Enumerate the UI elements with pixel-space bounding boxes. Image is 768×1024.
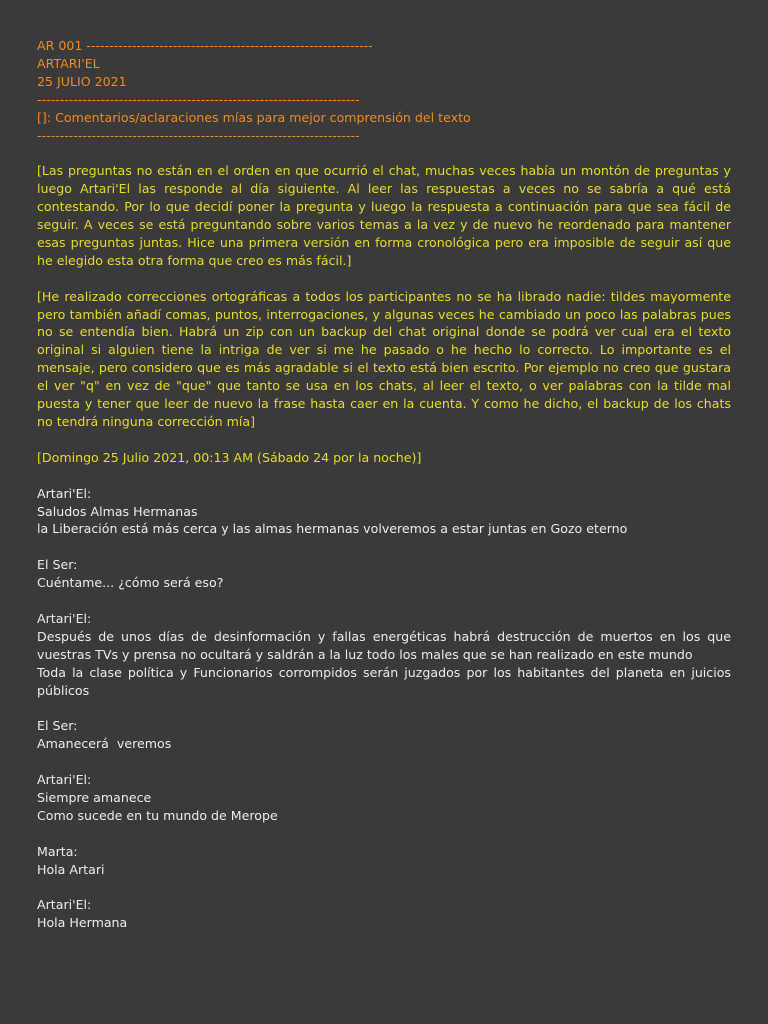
- chat-message: [37, 843, 731, 879]
- header-divider: -----------------------------------------------------------------------: [37, 91, 360, 107]
- header-legend: []: Comentarios/aclaraciones mías para mejor comprensión del texto: [37, 109, 471, 125]
- message-speaker: El Ser:: [37, 718, 78, 734]
- message-line: Saludos Almas Hermanas: [37, 503, 198, 519]
- chat-message: [37, 556, 731, 592]
- chat-message: [37, 485, 731, 539]
- spacer: [37, 144, 731, 162]
- message-speaker: Artari'El:: [37, 610, 92, 626]
- spacer: [37, 878, 731, 896]
- header-date: 25 JULIO 2021: [37, 73, 127, 89]
- session-date: [Domingo 25 Julio 2021, 00:13 AM (Sábado 24 por la noche)]: [37, 449, 422, 465]
- message-line: Cuéntame... ¿cómo será eso?: [37, 575, 224, 591]
- chat-message: [37, 610, 731, 700]
- header-code-line: AR 001 ---------------------------------------------------------------: [37, 38, 373, 53]
- chat-message: [37, 896, 731, 932]
- message-line: Hola Hermana: [37, 915, 128, 931]
- message-speaker: Marta:: [37, 843, 78, 859]
- spacer: [37, 825, 731, 843]
- message-line: Siempre amanece: [37, 789, 152, 805]
- header-author: ARTARI'EL: [37, 55, 100, 71]
- note-paragraph-corrections: [He realizado correcciones ortográficas a todos los participantes no se ha librado nadie: tildes mayormente pero también añadí comas, puntos, interrogaciones, y algunas veces he cambiado un poco las palabras pues no se entendía bien. Habrá un zip con un backup del chat original donde se podrá ver cual era el texto original si alguien tiene la intriga de ver si me he pasado o he hecho lo correcto. Lo importante es el mensaje, pero considero que es más agradable si el texto está bien escrito. Por ejemplo no creo que gustara el ver "q" en vez de "que" que tanto se usa en los chats, al leer el texto, o ver palabras con la tilde mal puesta y tener que leer de nuevo la frase hasta caer en la cuenta. Y como he dicho, el backup de los chats no tendrá ninguna corrección mía]: [37, 288, 731, 429]
- spacer: [37, 592, 731, 610]
- spacer: [37, 538, 731, 556]
- message-speaker: Artari'El:: [37, 772, 92, 788]
- message-speaker: El Ser:: [37, 557, 78, 573]
- spacer: [37, 753, 731, 771]
- spacer: [37, 431, 731, 449]
- message-speaker: Artari'El:: [37, 485, 92, 501]
- message-line: Como sucede en tu mundo de Merope: [37, 807, 278, 823]
- message-line: la Liberación está más cerca y las almas hermanas volveremos a estar juntas en Gozo eterno: [37, 521, 628, 537]
- message-line: Después de unos días de desinformación y fallas energéticas habrá destrucción de muertos en los que vuestras TVs y prensa no ocultará y saldrán a la luz todo los males que se han realizado en este mundo: [37, 628, 731, 662]
- message-speaker: Artari'El:: [37, 897, 92, 913]
- chat-message: [37, 717, 731, 753]
- message-line: Amanecerá veremos: [37, 736, 172, 752]
- note-paragraph-order: [Las preguntas no están en el orden en que ocurrió el chat, muchas veces había un montón de preguntas y luego Artari'El las responde al día siguiente. Al leer las respuestas a veces no se sabría a qué está contestando. Por lo que decidí poner la pregunta y luego la respuesta a continuación para que sea fácil de seguir. A veces se está preguntando sobre varios temas a la vez y de nuevo he reordenado para mantener esas preguntas juntas. Hice una primera versión en forma cronológica pero era imposible de seguir así que he elegido esta otra forma que creo es más fácil.]: [37, 163, 731, 268]
- spacer: [37, 467, 731, 485]
- message-line: Hola Artari: [37, 861, 105, 877]
- document-header: [37, 37, 731, 144]
- chat-message: [37, 771, 731, 825]
- spacer: [37, 270, 731, 288]
- spacer: [37, 699, 731, 717]
- message-line: Toda la clase política y Funcionarios corrompidos serán juzgados por los habitantes del planeta en juicios públicos: [37, 664, 731, 698]
- header-divider: -----------------------------------------------------------------------: [37, 127, 360, 143]
